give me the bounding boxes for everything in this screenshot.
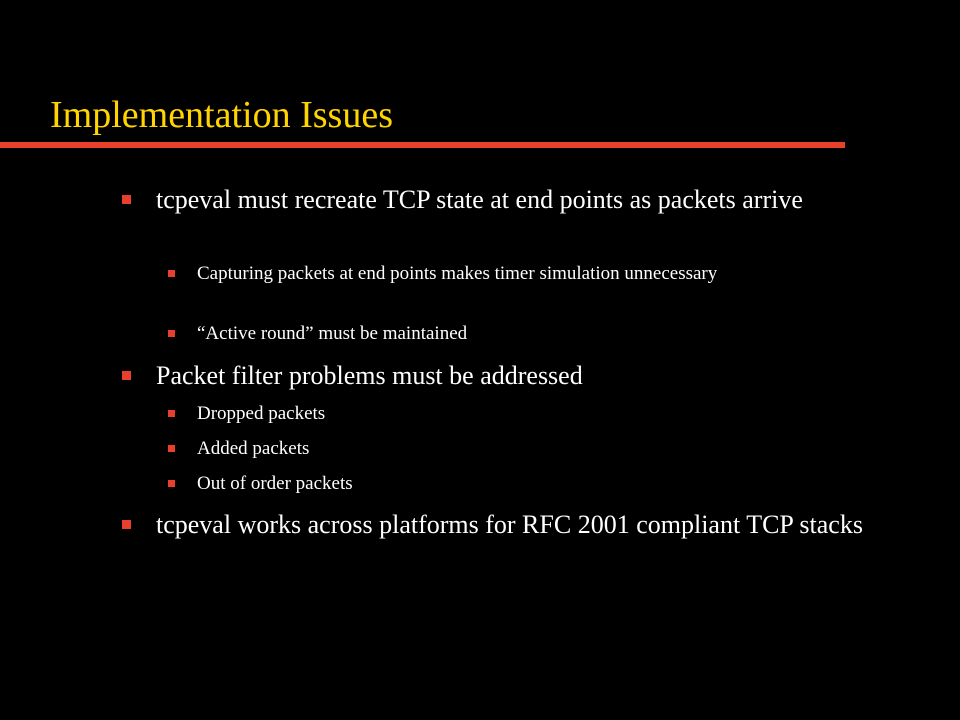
sub-bullet-text: “Active round” must be maintained	[197, 323, 468, 344]
sub-bullet-item	[197, 262, 837, 285]
sub-bullet-text: Capturing packets at end points makes timer simulation unnecessary	[197, 263, 718, 284]
title-underline	[0, 142, 845, 148]
square-bullet-icon	[122, 520, 131, 529]
square-bullet-icon	[168, 410, 175, 417]
square-bullet-icon	[168, 445, 175, 452]
square-bullet-icon	[168, 330, 175, 337]
bullet-text: tcpeval works across platforms for RFC 2001 compliant TCP stacks	[156, 510, 863, 539]
bullet-item	[156, 360, 886, 391]
sub-bullet-item	[197, 402, 837, 425]
sub-bullet-item	[197, 322, 837, 345]
sub-bullet-item	[197, 472, 837, 495]
bullet-text: Packet filter problems must be addressed	[156, 361, 583, 390]
square-bullet-icon	[122, 371, 131, 380]
square-bullet-icon	[168, 480, 175, 487]
slide-title: Implementation Issues	[50, 94, 393, 136]
bullet-item	[156, 184, 886, 215]
sub-bullet-item	[197, 437, 837, 460]
square-bullet-icon	[168, 270, 175, 277]
bullet-text: tcpeval must recreate TCP state at end points as packets arrive	[156, 185, 803, 214]
sub-bullet-text: Added packets	[197, 438, 310, 459]
square-bullet-icon	[122, 195, 131, 204]
bullet-item	[156, 509, 886, 540]
sub-bullet-text: Dropped packets	[197, 403, 326, 424]
sub-bullet-text: Out of order packets	[197, 473, 353, 494]
